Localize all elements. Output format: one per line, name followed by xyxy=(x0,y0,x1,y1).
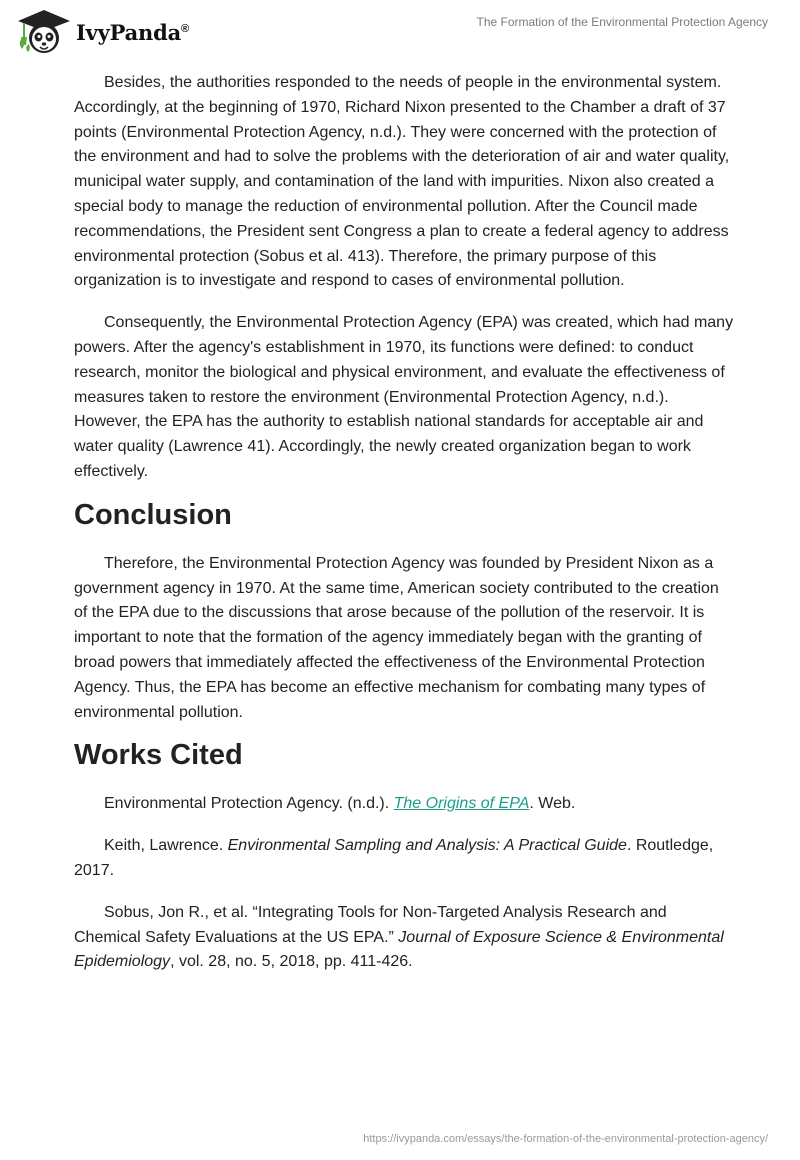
citation-3-journal: Journal of Exposure Science & Environmental Epidemiology xyxy=(74,928,724,971)
footer-url[interactable]: https://ivypanda.com/essays/the-formation-of-the-environmental-protection-agency/ xyxy=(363,1133,768,1145)
works-cited-heading: Works Cited xyxy=(74,739,243,772)
document-title: The Formation of the Environmental Protection Agency xyxy=(476,15,768,29)
page-header xyxy=(0,0,800,60)
citation-1: Environmental Protection Agency. (n.d.). The Origins of EPA. Web. xyxy=(104,795,576,813)
panda-graduate-icon xyxy=(14,7,72,55)
body-paragraph-1: Besides, the authorities responded to the needs of people in the environmental system. Accordingly, at the beginning of 1970, Richard Nixon presented to the Chamber a draft of 37 points (Environmental Protection Agency, n.d.). They were concerned with the protection of the environment and had to solve the problems with the deterioration of air and water quality, municipal water supply, and contamination of the land with impurities. Nixon also created a special body to manage the reduction of environmental pollution. After the Council made recommendations, the President sent Congress a plan to create a federal agency to address environmental protection (Sobus et al. 413). Therefore, the primary purpose of this organization is to investigate and respond to cases of environmental pollution. xyxy=(74,74,730,290)
essay-content xyxy=(74,71,734,975)
citation-2: Keith, Lawrence. Environmental Sampling and Analysis: A Practical Guide. Routledge, 2017. xyxy=(74,837,714,879)
registered-mark: ® xyxy=(181,22,189,35)
body-paragraph-2: Consequently, the Environmental Protection Agency (EPA) was created, which had many powers. After the agency's establishment in 1970, its functions were defined: to conduct research, monitor the biological and physical environment, and evaluate the effectiveness of measures taken to restore the environment (Environmental Protection Agency, n.d.). However, the EPA has the authority to establish national standards for acceptable air and water quality (Lawrence 41). Accordingly, the newly created organization began to work effectively. xyxy=(74,314,734,480)
conclusion-paragraph: Therefore, the Environmental Protection Agency was founded by President Nixon as a government agency in 1970. At the same time, American society contributed to the creation of the EPA due to the discussions that arose because of the pollution of the reservoir. It is important to note that the formation of the agency immediately began with the granting of broad powers that immediately affected the effectiveness of the Environmental Protection Agency. Thus, the EPA has become an effective mechanism for combating many types of environmental pollution. xyxy=(74,554,719,721)
brand-name: IvyPanda® xyxy=(76,19,189,45)
origins-of-epa-link[interactable]: The Origins of EPA xyxy=(393,795,530,813)
citation-2-title: Environmental Sampling and Analysis: A Practical Guide xyxy=(227,837,627,855)
conclusion-heading: Conclusion xyxy=(74,498,232,531)
ivypanda-logo[interactable] xyxy=(14,7,189,55)
citation-3: Sobus, Jon R., et al. “Integrating Tools for Non-Targeted Analysis Research and Chemical Safety Evaluations at the US EPA.” Journal of Exposure Science & Environmental Epidemiology, vol. 28, no. 5, 2018, pp. 411-426. xyxy=(74,903,724,971)
